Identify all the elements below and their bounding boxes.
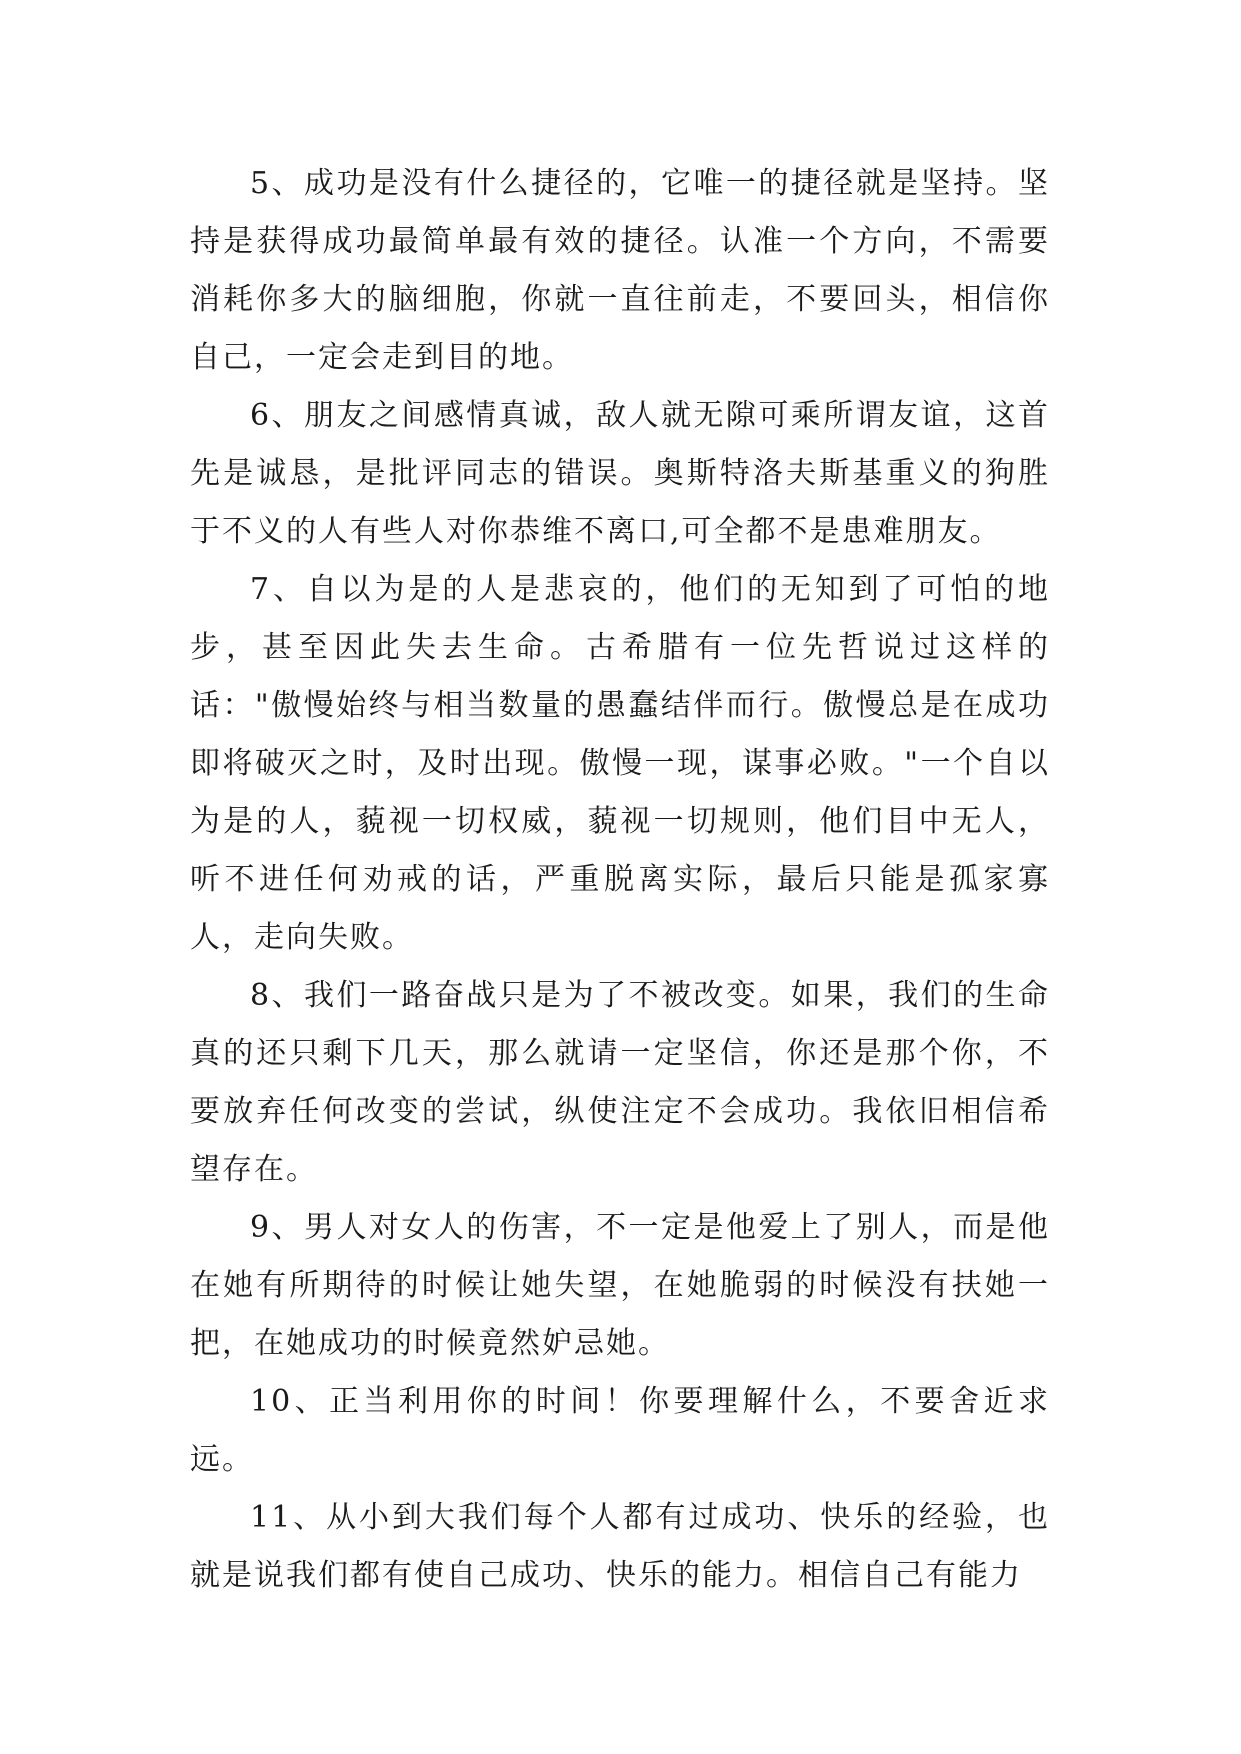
paragraph-7: 7、自以为是的人是悲哀的，他们的无知到了可怕的地步，甚至因此失去生命。古希腊有一位先哲说过这样的话："傲慢始终与相当数量的愚蠢结伴而行。傲慢总是在成功即将破灭之时，及时出现。傲慢一现，谋事必败。"一个自以为是的人，藐视一切权威，藐视一切规则，他们目中无人，听不进任何劝戒的话，严重脱离实际，最后只能是孤家寡人，走向失败。 (190, 572, 1050, 955)
paragraph-8: 8、我们一路奋战只是为了不被改变。如果，我们的生命真的还只剩下几天，那么就请一定坚信，你还是那个你，不要放弃任何改变的尝试，纵使注定不会成功。我依旧相信希望存在。 (190, 978, 1050, 1187)
paragraph-9: 9、男人对女人的伤害，不一定是他爱上了别人，而是他在她有所期待的时候让她失望，在她脆弱的时候没有扶她一把，在她成功的时候竟然妒忌她。 (190, 1210, 1050, 1361)
document-body (190, 155, 1050, 1605)
paragraph-10: 10、正当利用你的时间！你要理解什么，不要舍近求远。 (190, 1384, 1050, 1477)
paragraph-11: 11、从小到大我们每个人都有过成功、快乐的经验，也就是说我们都有使自己成功、快乐的能力。相信自己有能力 (190, 1500, 1050, 1593)
paragraph-5: 5、成功是没有什么捷径的，它唯一的捷径就是坚持。坚持是获得成功最简单最有效的捷径。认准一个方向，不需要消耗你多大的脑细胞，你就一直往前走，不要回头，相信你自己，一定会走到目的地。 (190, 166, 1050, 375)
paragraph-6: 6、朋友之间感情真诚，敌人就无隙可乘所谓友谊，这首先是诚恳，是批评同志的错误。奥斯特洛夫斯基重义的狗胜于不义的人有些人对你恭维不离口,可全都不是患难朋友。 (190, 398, 1050, 549)
